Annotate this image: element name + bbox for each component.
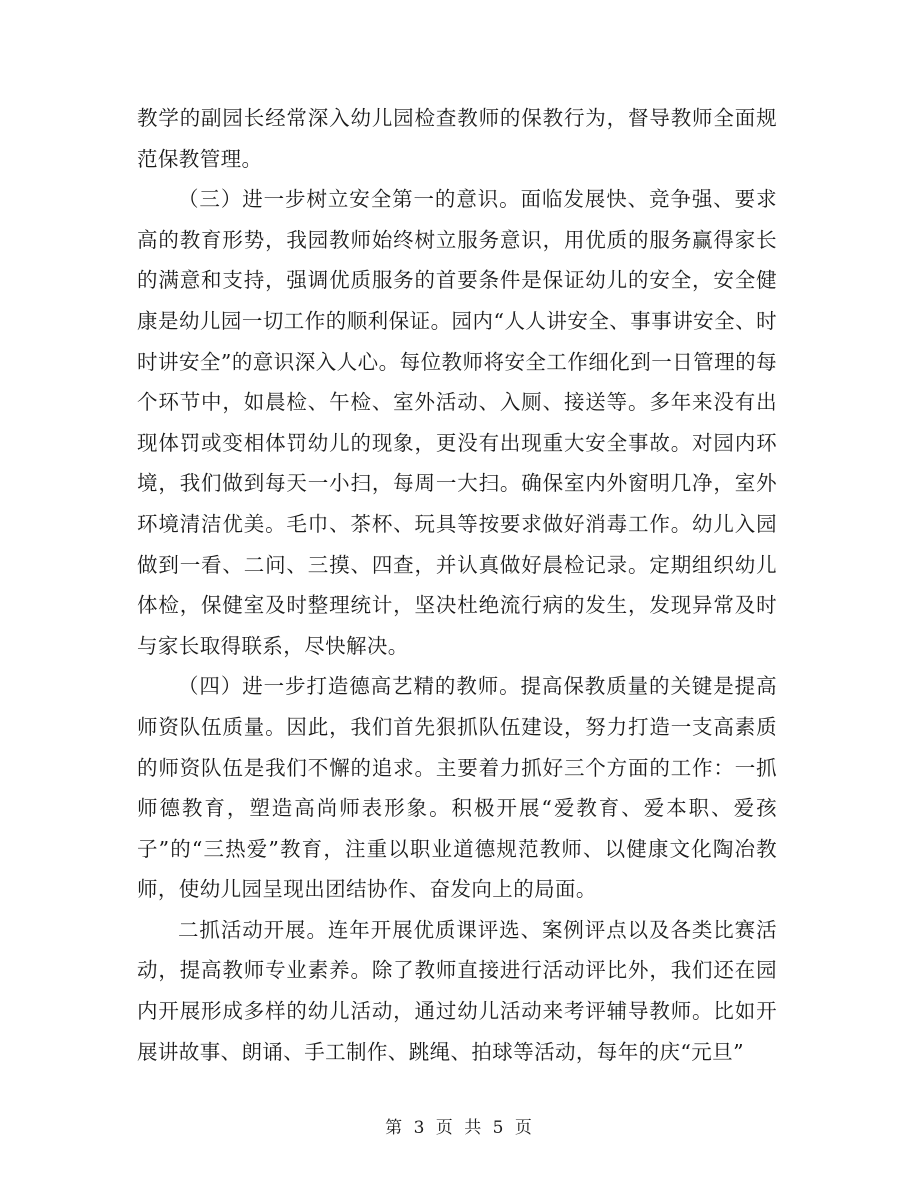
paragraph-3: （四）进一步打造德高艺精的教师。提高保教质量的关键是提高师资队伍质量。因此，我们首先狠抓队伍建设，努力打造一支高素质的师资队伍是我们不懈的追求。主要着力抓好三个方面的工作：一抓师德教育，塑造高尚师表形象。积极开展“爱教育、爱本职、爱孩子”的“三热爱”教育，注重以职业道德规范教师、以健康文化陶冶教师，使幼儿园呈现出团结协作、奋发向上的局面。 (137, 674, 777, 902)
paragraph-2: （三）进一步树立安全第一的意识。面临发展快、竞争强、要求高的教育形势，我园教师始终树立服务意识，用优质的服务赢得家长的满意和支持，强调优质服务的首要条件是保证幼儿的安全，安全健康是幼儿园一切工作的顺利保证。园内“人人讲安全、事事讲安全、时时讲安全”的意识深入人心。每位教师将安全工作细化到一日管理的每个环节中，如晨检、午检、室外活动、入厕、接送等。多年来没有出现体罚或变相体罚幼儿的现象，更没有出现重大安全事故。对园内环境，我们做到每天一小扫，每周一大扫。确保室内外窗明几净，室外环境清洁优美。毛巾、茶杯、玩具等按要求做好消毒工作。幼儿入园做到一看、二问、三摸、四查，并认真做好晨检记录。定期组织幼儿体检，保健室及时整理统计，坚决杜绝流行病的发生，发现异常及时与家长取得联系，尽快解决。 (137, 187, 777, 658)
page-footer: 第 3 页 共 5 页 (385, 1118, 535, 1138)
paragraph-1: 教学的副园长经常深入幼儿园检查教师的保教行为，督导教师全面规范保教管理。 (137, 106, 777, 171)
document-body (137, 98, 777, 1072)
paragraph-4: 二抓活动开展。连年开展优质课评选、案例评点以及各类比赛活动，提高教师专业素养。除了教师直接进行活动评比外，我们还在园内开展形成多样的幼儿活动，通过幼儿活动来考评辅导教师。比如开展讲故事、朗诵、手工制作、跳绳、拍球等活动，每年的庆“元旦” (137, 917, 777, 1064)
